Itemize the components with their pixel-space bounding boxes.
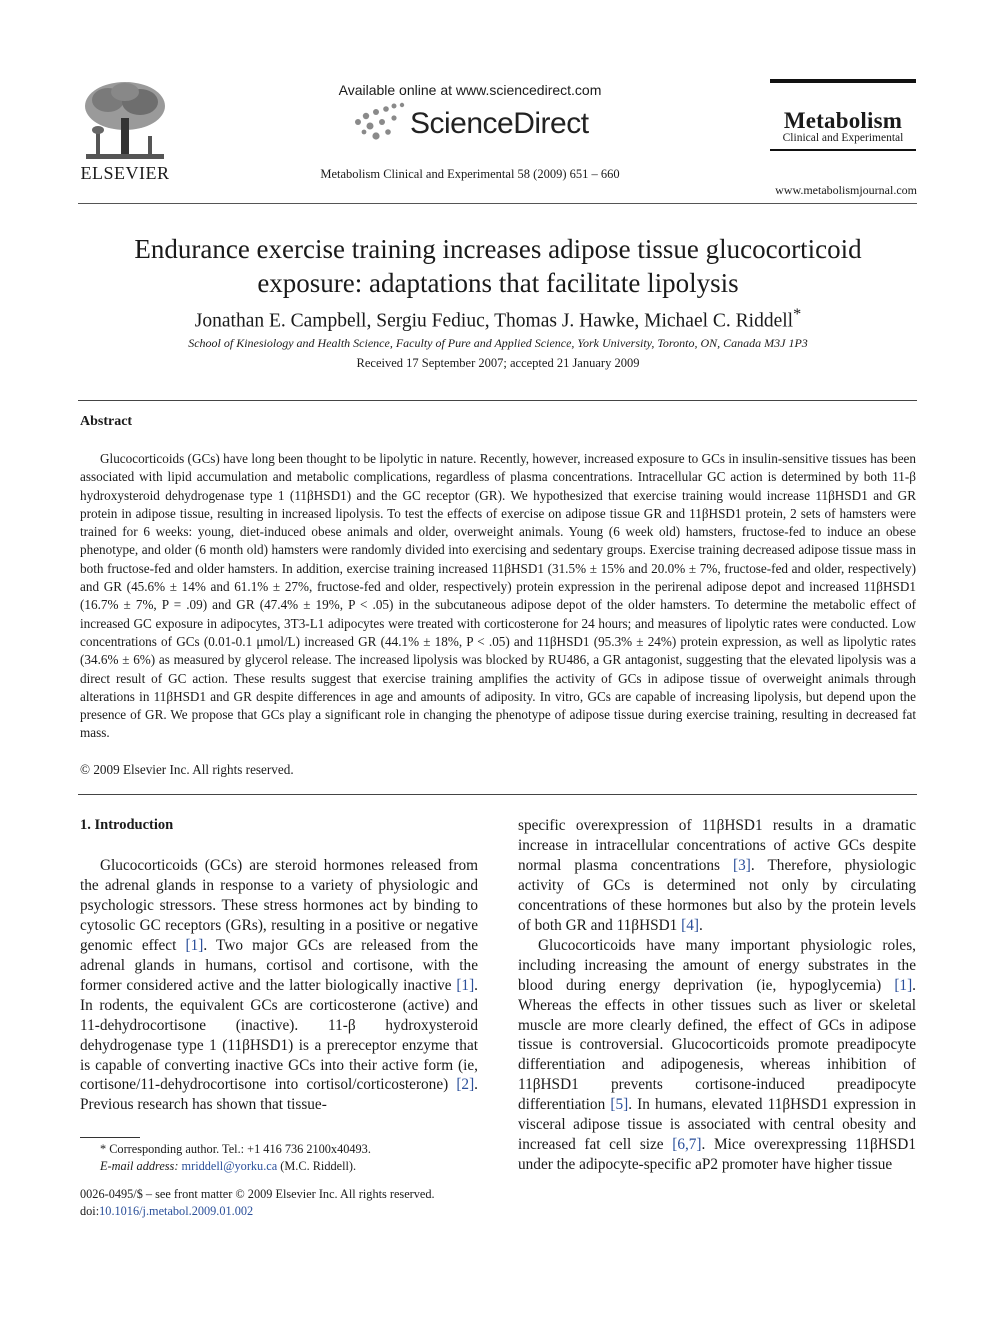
available-online-text: Available online at www.sciencedirect.com [338,82,602,98]
header-divider [78,203,917,204]
abstract-bottom-divider [78,794,917,795]
text-run: . Two major GCs are released from the adrenal glands in humans, cortisol and cortisone, with the former considered active and the latter biologically inactive [80,936,479,994]
column-left-paragraph [80,856,478,1115]
email-suffix: (M.C. Riddell). [277,1159,357,1173]
corresponding-author-mark[interactable]: * [793,305,802,323]
text-run: . Previous research has shown that tissue- [80,1076,478,1114]
text-run: Glucocorticoids (GCs) are steroid hormones released from the adrenal glands in response to a variety of physiologic and psychologic stressors. These stress hormones act by binding to cytosolic GC receptors (GRs), resulting in a positive or negative genomic effect [80,857,478,954]
email-label: E-mail address: [100,1159,179,1173]
journal-rule-top [770,79,916,83]
text-run: Glucocorticoids have many important physiologic roles, including increasing the amount of energy substrates in the blood during energy deprivation (ie, hypoglycemia) [518,936,916,994]
email-link[interactable]: mriddell@yorku.ca [181,1159,278,1173]
article-title [80,232,916,300]
received-dates: Received 17 September 2007; accepted 21 January 2009 [356,356,640,370]
column-right-paragraph-1 [518,816,916,936]
title-line-1: Endurance exercise training increases adipose tissue glucocorticoid [134,234,862,264]
citation-link[interactable]: [1] [894,976,913,994]
journal-rule-bottom [770,149,916,151]
title-line-2: exposure: adaptations that facilitate lipolysis [257,268,739,298]
email-footnote [100,1159,356,1174]
publisher-wordmark: ELSEVIER [80,163,170,183]
journal-subtitle: Clinical and Experimental [782,132,904,144]
citation-link[interactable]: [2] [456,1076,475,1094]
text-run: . In humans, elevated 11βHSD1 expression in visceral adipose tissue is associated with central obesity and increased fat cell size [518,1096,916,1154]
citation-link[interactable]: [1] [185,936,204,954]
authors-names: Jonathan E. Campbell, Sergiu Fediuc, Thomas J. Hawke, Michael C. Riddell [194,310,794,332]
journal-citation: Metabolism Clinical and Experimental 58 (2009) 651 – 660 [320,167,620,181]
citation-link[interactable]: [6,7] [672,1136,702,1154]
text-run: . Mice overexpressing 11βHSD1 under the adipocyte-specific aP2 promoter have higher tissue [518,1136,917,1174]
text-run: . [699,916,703,934]
front-matter-line: 0026-0495/$ – see front matter © 2009 Elsevier Inc. All rights reserved. [80,1187,435,1201]
text-run: . In rodents, the equivalent GCs are corticosterone (active) and 11-dehydrocortisone (inactive). 11-β hydroxysteroid dehydrogenase type 1 (11βHSD1) is a prereceptor enzyme that is capable of converting inactive GCs into their active form (ie, cortisone/11-dehydrocortisone into cortisol/corticosterone) [80,976,478,1094]
citation-link[interactable]: [5] [610,1096,629,1114]
abstract-heading: Abstract [80,414,133,429]
sciencedirect-wordmark: ScienceDirect [410,107,589,140]
doi-line [80,1204,253,1219]
section-heading-introduction: 1. Introduction [80,817,174,833]
text-run: . Whereas the effects in other tissues such as liver or skeletal muscle are more clearly defined, the effect of GCs in adipose tissue is controversial. Glucocorticoids promote preadipocyte differentiation and adipogenesis, whereas inhibition of 11βHSD1 prevents cortisone-induced preadipocyte differentiation [518,976,916,1114]
affiliation: School of Kinesiology and Health Science, Faculty of Pure and Applied Science, York University, Toronto, ON, Canada M3J 1P3 [188,336,808,350]
abstract-body: Glucocorticoids (GCs) have long been thought to be lipolytic in nature. Recently, however, increased exposure to GCs in insulin-sensitive tissues has been associated with lipid accumulation and metabolic complications, regardless of plasma concentrations. Intracellular GC action is determined by both 11-β hydroxysteroid dehydrogenase type 1 (11βHSD1) and the GC receptor (GR). We hypothesized that exercise training would increase 11βHSD1 and GR protein in adipose tissue, resulting in increased lipolysis. To test the effects of exercise on adipose tissue GR and 11βHSD1 protein, 2 sets of hamsters were trained for 6 weeks: young, diet-induced obese animals and older, overweight animals. Young (6 week old) hamsters, fructose-fed to induce an obese phenotype, and older (6 month old) hamsters were randomly divided into exercising and sedentary groups. Exercise training decreased adipose tissue mass in both fructose-fed and older hamsters. In addition, exercise training increased 11βHSD1 (31.5% ± 15% and 20.0% ± 7%, fructose-fed and older, respectively) and GR (45.6% ± 14% and 61.1% ± 27%, fructose-fed and older, respectively) protein expression in the perirenal adipose depot and increased 11βHSD1 (16.7% ± 7%, P = .09) and GR (47.4% ± 19%, P < .05) in the subcutaneous adipose depot of the older hamsters. To determine the metabolic effect of increased GC exposure in adipocytes, 3T3-L1 adipocytes were treated with corticosterone for 24 hours; and measures of lipolytic rates were conducted. Low concentrations of GCs (0.01-0.1 μmol/L) increased GR (44.1% ± 18%, P < .05) and 11βHSD1 (95.3% ± 24%) protein expression, as well as lipolytic rates (34.6% ± 6%) as measured by glycerol release. The increased lipolysis was blocked by RU486, a GR antagonist, suggesting that the elevated lipolysis was a direct result of GC action. These results suggest that exercise training amplifies the activity of GCs in adipose tissue of overweight animals through alterations in 11βHSD1 and GR despite differences in age and amounts of adiposity. In vitro, GCs are capable of increasing lipolysis, but depend upon the presence of GR. We propose that GCs play a significant role in changing the phenotype of adipose tissue during exercise training, resulting in decreased fat mass. [80,451,916,741]
text-run: specific overexpression of 11βHSD1 results in a dramatic increase in intracellular concentrations of active GCs despite normal plasma concentrations [518,817,916,874]
citation-link[interactable]: [4] [681,916,700,934]
journal-url-link[interactable]: www.metabolismjournal.com [775,183,917,197]
abstract-top-divider [78,400,917,401]
column-right-paragraph-2 [518,936,916,1175]
journal-name: Metabolism [783,108,903,133]
doi-link[interactable]: 10.1016/j.metabol.2009.01.002 [99,1204,254,1218]
author-list [80,305,916,333]
citation-link[interactable]: [1] [456,976,475,994]
abstract-copyright: © 2009 Elsevier Inc. All rights reserved. [80,762,294,777]
footnote-divider [80,1137,140,1138]
text-run: . Therefore, physiologic activity of GCs is determined not only by circulating concentrations of these hormones but also by the protein levels of both GR and 11βHSD1 [518,856,917,934]
doi-label: doi: [80,1204,100,1218]
corresponding-author-footnote: * Corresponding author. Tel.: +1 416 736 2100x40493. [100,1142,371,1156]
column-right [518,816,916,1175]
citation-link[interactable]: [3] [733,856,751,874]
